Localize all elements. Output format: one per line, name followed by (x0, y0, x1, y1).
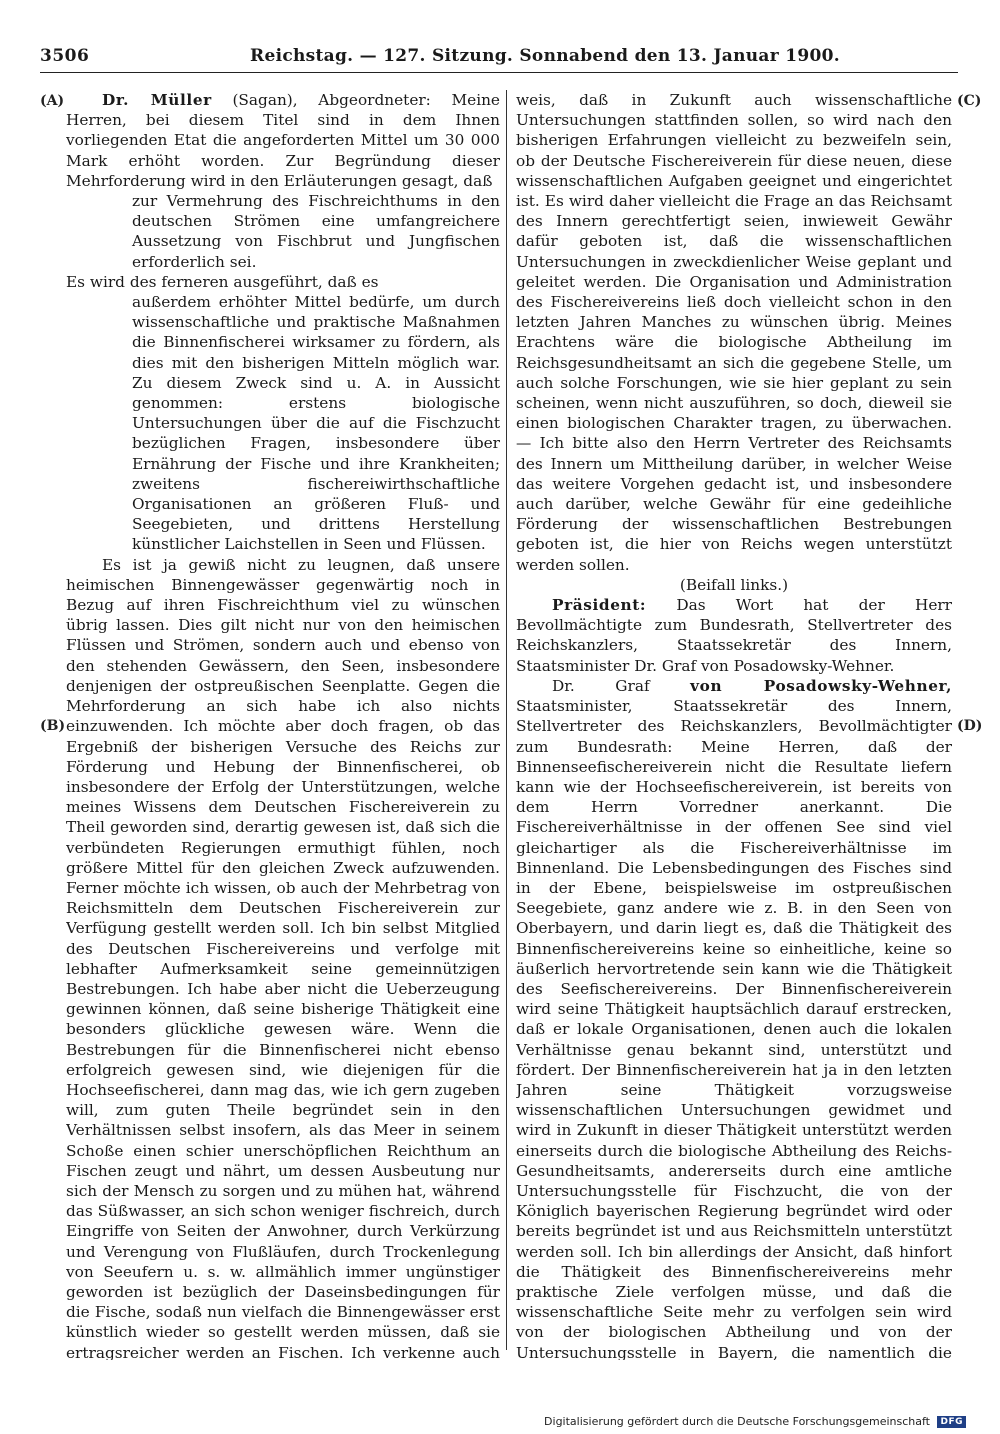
applause-note: (Beifall links.) (679, 575, 789, 594)
speaker-name: Präsident: (552, 596, 647, 615)
paragraph-text: weis, daß in Zukunft auch wissenschaftliche Untersuchungen stattfinden sollen, so wird nach den bisherigen Erfahrungen vielleicht zu bezweifeln sein, ob der Deutsche Fischereiverein für diese neuen, diese wissenschaftlichen Aufgaben geeignet und eingerichtet ist. Es wird daher vielleicht die Frage an das Reichsamt des Innern gerechtfertigt seien, inwieweit Gewähr dafür geboten ist, daß die wissenschaftlichen Untersuchungen in zweckdienlicher Weise geplant und geleitet werden. Die Organisation und Administration des Fischereivereins ließ doch vielleicht schon in den letzten Jahren Manches zu wünschen übrig. Meines Erachtens wäre die biologische Abtheilung im Reichsgesundheitsamt an sich die gegebene Stelle, um auch solche Forschungen, wie sie hier geplant zu sein scheinen, wenn nicht auszuführen, so doch, dieweil sie einen biologischen Charakter tragen, zu überwachen. — Ich bitte also den Herrn Vertreter des Reichsamts des Innern um Mittheilung darüber, in welcher Weise das weitere Vorgehen gedacht ist, und insbesondere auch darüber, welche Gewähr für eine gedeihliche Förderung der wissenschaftlichen Bestrebungen geboten ist, die hier von Reichs wegen unterstützt werden sollen. (516, 91, 952, 574)
page-number: 3506 (40, 46, 90, 66)
quotation-block: außerdem erhöhter Mittel bedürfe, um durch wissenschaftliche und praktische Maßnahmen die Binnenfischerei wirksamer zu fördern, als dies mit den bisherigen Mitteln möglich war. Zu diesem Zweck sind u. A. in Aussicht genommen: erstens biologische Untersuchungen über die auf die Fischzucht bezüglichen Fragen, insbesondere über Ernährung der Fische und ihre Krankheiten; zweitens fischereiwirthschaftliche Organisationen an größeren Fluß- und Seegebieten, und drittens Herstellung künstlicher Laichstellen in Seen und Flüssen. (132, 293, 500, 554)
paragraph-text: Es wird des ferneren ausgeführt, daß es (66, 272, 379, 291)
page-header (40, 46, 958, 73)
margin-marker-b: (B) (40, 718, 66, 734)
speaker-name: Dr. Müller (102, 91, 212, 109)
running-head: Reichstag. — 127. Sitzung. Sonnabend den 13. Januar 1900. (250, 46, 840, 66)
paragraph-text: (Sagan), Abgeordneter: Meine Herren, bei diesem Titel sind in dem Ihnen vorliegenden Etat die angeforderten Mittel um 30 000 Mark erhöht worden. Zur Begründung dieser Mehrforderung wird in den Erläuterungen gesagt, daß (66, 91, 500, 190)
dfg-logo: DFG (937, 1416, 966, 1428)
paragraph-text: Staatsminister, Staatssekretär des Innern, Stellvertreter des Reichskanzlers, Bevollmächtigter zum Bundesrath: Meine Herren, daß der Binnenseefischereiverein nicht die Resultate liefern kann wie der Hochseefischereiverein, ist bereits von dem Herrn Vorredner anerkannt. Die Fischereiverhältnisse in der offenen See sind viel gleichartiger als die Fischereiverhältnisse im Binnenland. Die Lebensbedingungen des Fisches sind in der Ebene, beispielsweise im ostpreußischen Seegebiete, ganz andere wie z. B. in den Seen von Oberbayern, und darin liegt es, daß die Thätigkeit des Binnenfischereivereins keine so einheitliche, keine so äußerlich hervortretende sein kann wie die Thätigkeit des Seefischereivereins. Der Binnenfischereiverein wird seine Thätigkeit hauptsächlich darauf erstrecken, daß er lokale Organisationen, denen auch die lokalen Verhältnisse genau bekannt sind, unterstützt und fördert. Der Binnenfischereiverein hat ja in den letzten Jahren seine Thätigkeit vorzugsweise wissenschaftlichen Untersuchungen gewidmet und wird in Zukunft in dieser Thätigkeit unterstützt werden einerseits durch die biologische Abtheilung des Reichs-Gesundheitsamts, andererseits durch eine amtliche Untersuchungsstelle für Fischzucht, die von der Königlich bayerischen Regierung begründet wird oder bereits begründet ist und aus Reichsmitteln unterstützt werden soll. Ich bin allerdings der Ansicht, daß hinfort die Thätigkeit des Binnenfischereivereins mehr praktische Ziele verfolgen müsse, und daß die wissenschaftliche Seite mehr zu verfolgen sein wird von der biologischen Abtheilung und von der Untersuchungsstelle in Bayern, die namentlich die (516, 697, 952, 1360)
right-column (516, 90, 952, 1360)
speaker-name: von Posadowsky-Wehner, (690, 676, 952, 695)
margin-marker-d: (D) (957, 718, 983, 734)
paragraph-president (516, 595, 952, 676)
paragraph-text: Es ist ja gewiß nicht zu leugnen, daß unsere heimischen Binnengewässer gegenwärtig noch in Bezug auf ihren Fischreichthum viel zu wünschen übrig lassen. Dies gilt nicht nur von den heimischen Flüssen und Strömen, sondern auch und ebenso von den stehenden Gewässern, den Seen, insbesondere denjenigen der ostpreußischen Seenplatte. Gegen die Mehrforderung an sich habe ich also nichts einzuwenden. Ich möchte aber doch fragen, ob das Ergebniß der bisherigen Versuche des Reichs zur Förderung und Hebung der Binnenfischerei, ob insbesondere der Erfolg der Unterstützungen, welche meines Wissens dem Deutschen Fischereiverein zu Theil geworden sind, derartig gewesen ist, daß sich die verbündeten Regierungen ermuthigt fühlen, noch größere Mittel für den gleichen Zweck aufzuwenden. Ferner möchte ich wissen, ob auch der Mehrbetrag von Reichsmitteln dem Deutschen Fischereiverein zur Verfügung gestellt werden soll. Ich bin selbst Mitglied des Deutschen Fischereivereins und verfolge mit lebhafter Aufmerksamkeit seine gemeinnützigen Bestrebungen. Ich habe aber nicht die Ueberzeugung gewinnen können, daß seine bisherige Thätigkeit eine besonders glückliche gewesen wäre. Wenn die Bestrebungen für die Binnenfischerei nicht ebenso erfolgreich gewesen sind, wie diejenigen für die Hochseefischerei, dann mag das, wie ich gern zugeben will, zum guten Theile begründet sein in den Verhältnissen selbst insofern, als das Meer in seinem Schoße einen schier unerschöpflichen Reichthum an Fischen zeugt und nährt, um dessen Ausbeutung nur sich der Mensch zu sorgen und zu mühen hat, während das Süßwasser, an sich schon weniger fischreich, durch Eingriffe von Seiten der Anwohner, durch Verkürzung und Verengung von Flußläufen, durch Trockenlegung von Seeufern u. s. w. allmählich immer ungünstiger geworden ist bezüglich der Daseinsbedingungen für die Fische, sodaß nun vielfach die Binnengewässer erst künstlich wieder so gestellt werden müssen, daß sie ertragsreicher werden an Fischen. Ich verkenne auch (66, 555, 500, 1360)
margin-marker-c: (C) (957, 93, 982, 109)
paragraph-mueller-intro (66, 90, 500, 191)
credit-text: Digitalisierung gefördert durch die Deutsche Forschungsgemeinschaft (544, 1415, 930, 1428)
digitization-credit (544, 1415, 966, 1428)
paragraph-text: Das Wort hat der Herr Bevollmächtigte zum Bundesrath, Stellvertreter des Reichskanzlers, Staatssekretär des Innern, Staatsminister Dr. Graf von Posadowsky-Wehner. (516, 596, 952, 675)
margin-marker-a: (A) (40, 93, 65, 109)
speaker-title: Dr. Graf (552, 676, 691, 695)
left-column (66, 90, 500, 1360)
quotation-block: zur Vermehrung des Fischreichthums in den deutschen Strömen eine umfangreichere Aussetzung von Fischbrut und Jungfischen erforderlich sei. (132, 192, 500, 271)
column-divider (506, 90, 507, 1350)
paragraph-posadowsky (516, 676, 952, 1360)
